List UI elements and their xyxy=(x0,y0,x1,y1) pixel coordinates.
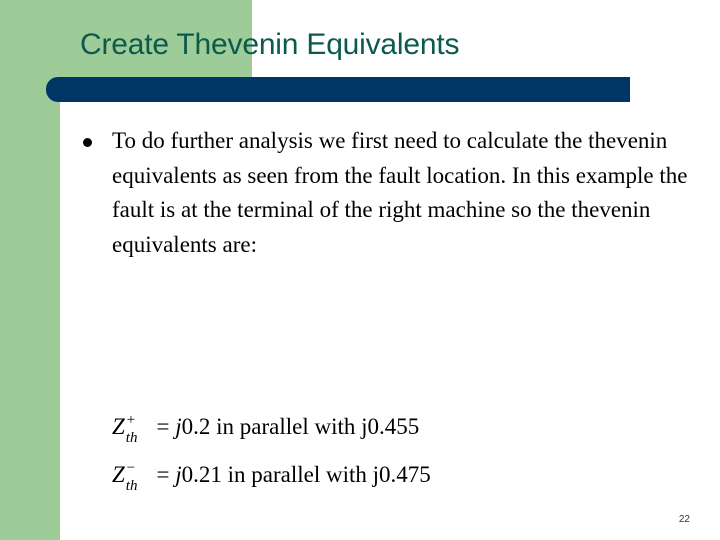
superscript: + xyxy=(125,412,136,428)
parallel-text: in parallel with j0.475 xyxy=(221,462,431,487)
equation-negative-sequence xyxy=(112,462,431,492)
superscript-subscript xyxy=(125,414,151,444)
page-number: 22 xyxy=(678,514,690,525)
bullet-text: To do further analysis we first need to calculate the thevenin equivalents as seen from the fault location. In this example the fault is at the terminal of the right machine so the thevenin equivalents are: xyxy=(112,128,688,257)
slide-title: Create Thevenin Equivalents xyxy=(80,28,460,61)
impedance-symbol: Z xyxy=(112,414,125,439)
bullet-dot xyxy=(83,138,92,147)
superscript: − xyxy=(125,460,136,476)
superscript-subscript xyxy=(125,462,151,492)
equals-sign: = xyxy=(150,414,176,439)
title-underline-bar xyxy=(46,77,630,102)
subscript: th xyxy=(125,430,138,446)
impedance-value: 0.2 xyxy=(181,414,211,439)
subscript: th xyxy=(125,478,138,494)
equals-sign: = xyxy=(150,462,176,487)
decorative-green-strip-left xyxy=(0,90,60,540)
imaginary-unit: j xyxy=(175,462,182,487)
parallel-text: in parallel with j0.455 xyxy=(210,414,420,439)
equation-positive-sequence xyxy=(112,414,419,444)
impedance-symbol: Z xyxy=(112,462,125,487)
impedance-value: 0.21 xyxy=(181,462,222,487)
imaginary-unit: j xyxy=(175,414,182,439)
